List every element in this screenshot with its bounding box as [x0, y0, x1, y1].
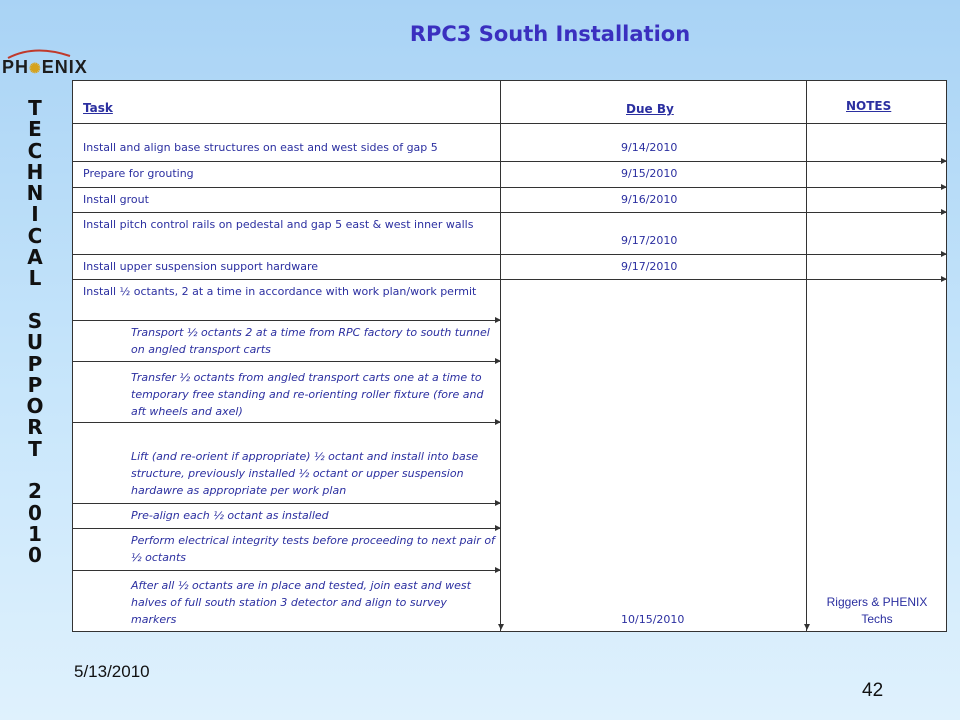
logo-star-icon: ✺ — [29, 60, 42, 76]
arrow-icon — [941, 251, 947, 257]
side-letter: 0 — [28, 500, 42, 525]
arrow-icon — [495, 419, 501, 425]
task-table — [72, 80, 947, 632]
arrow-icon — [941, 209, 947, 215]
column-divider — [500, 81, 501, 631]
final-due-cell: 10/15/2010 — [621, 613, 685, 626]
subtask-cell: Pre-align each ½ octant as installed — [131, 509, 329, 522]
logo-text-right: ENIX — [41, 57, 88, 77]
arrow-icon — [495, 358, 501, 364]
side-letter: C — [27, 223, 43, 248]
side-letter: I — [31, 202, 39, 227]
task-cell: Install upper suspension support hardware — [83, 260, 319, 273]
subtask-cell: After all ½ octants are in place and tested, join east and west halves of full south station 3 detector and align to survey markers — [131, 579, 471, 626]
arrow-down-icon — [498, 624, 504, 630]
logo-text-left: PH — [2, 57, 30, 77]
due-cell: 9/14/2010 — [621, 141, 678, 154]
arrow-icon — [495, 317, 501, 323]
phenix-logo — [0, 44, 92, 80]
side-letter: P — [27, 372, 43, 397]
final-notes-cell: Riggers & PHENIX Techs — [826, 595, 928, 626]
side-letter: T — [28, 96, 42, 120]
side-letter: S — [27, 308, 43, 333]
header-task: Task — [83, 101, 113, 115]
subtask-cell: Transfer ½ octants from angled transport carts one at a time to temporary free standing and re-orienting roller fixture (fore and aft wheels and axel) — [131, 371, 484, 418]
side-letter: C — [27, 138, 43, 163]
side-letter: 1 — [28, 521, 42, 546]
due-cell: 9/16/2010 — [621, 193, 678, 206]
side-letter: E — [28, 117, 42, 142]
arrow-icon — [495, 500, 501, 506]
task-cell: Install and align base structures on east and west sides of gap 5 — [83, 141, 438, 154]
due-cell: 9/17/2010 — [621, 234, 678, 247]
footer-date: 5/13/2010 — [74, 662, 150, 681]
subtask-cell: Perform electrical integrity tests before proceeding to next pair of ½ octants — [131, 534, 495, 564]
arrow-icon — [495, 567, 501, 573]
slide-title: RPC3 South Installation — [409, 22, 691, 46]
task-cell: Install pitch control rails on pedestal and gap 5 east & west inner walls — [83, 218, 474, 231]
page-number: 42 — [862, 680, 884, 701]
arrow-icon — [941, 158, 947, 164]
side-letter: O — [26, 394, 44, 419]
arrow-down-icon — [804, 624, 810, 630]
header-due-by: Due By — [626, 102, 674, 116]
due-cell: 9/15/2010 — [621, 167, 678, 180]
task-cell: Install grout — [83, 193, 149, 206]
side-letter: 0 — [28, 543, 42, 568]
side-letter: A — [27, 245, 43, 270]
subtask-cell: Lift (and re-orient if appropriate) ½ octant and install into base structure, previously installed ½ octant or upper suspension hardawre as appropriate per work plan — [131, 450, 479, 497]
column-divider — [806, 81, 807, 631]
arrow-icon — [941, 184, 947, 190]
header-notes: NOTES — [846, 99, 892, 113]
side-letter: P — [27, 351, 43, 376]
side-letter: L — [28, 266, 42, 291]
side-letter: 2 — [28, 479, 42, 504]
arrow-icon — [495, 525, 501, 531]
side-letter: T — [28, 436, 42, 461]
due-cell: 9/17/2010 — [621, 260, 678, 273]
technical-support-vertical-text — [24, 98, 46, 567]
side-letter: U — [26, 330, 44, 355]
task-cell: Prepare for grouting — [83, 167, 194, 180]
arrow-icon — [941, 276, 947, 282]
side-letter: R — [27, 415, 43, 440]
side-letter: N — [26, 181, 44, 206]
subtask-cell: Transport ½ octants 2 at a time from RPC factory to south tunnel on angled transport carts — [131, 326, 490, 356]
task-cell: Install ½ octants, 2 at a time in accordance with work plan/work permit — [83, 285, 477, 298]
side-letter: H — [26, 159, 44, 184]
